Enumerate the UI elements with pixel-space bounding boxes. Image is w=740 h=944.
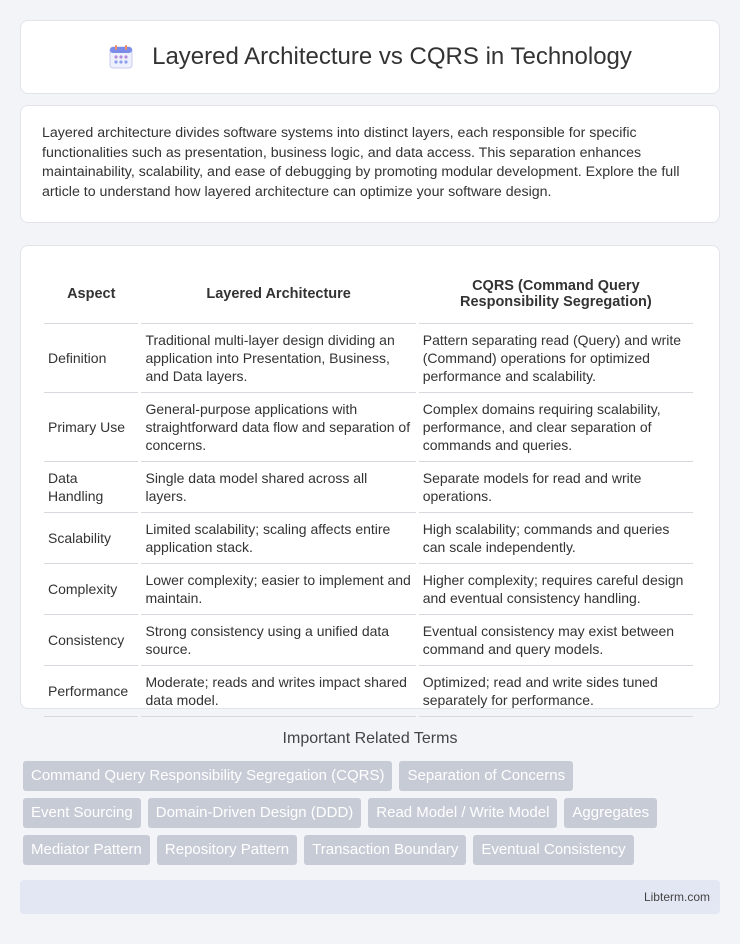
layered-cell: Strong consistency using a unified data source. xyxy=(141,615,415,666)
cqrs-cell: Pattern separating read (Query) and write (Command) operations for optimized performance and scalability. xyxy=(419,324,693,393)
comparison-table xyxy=(41,264,696,717)
related-terms-title: Important Related Terms xyxy=(282,730,458,747)
table-row xyxy=(44,513,693,564)
tag-row xyxy=(23,835,723,865)
tag-event-sourcing[interactable]: Event Sourcing xyxy=(23,798,141,828)
related-terms-list xyxy=(23,761,723,872)
tag-separation-of-concerns[interactable]: Separation of Concerns xyxy=(399,761,573,791)
aspect-cell: Definition xyxy=(44,324,138,393)
aspect-cell: Primary Use xyxy=(44,393,138,462)
tag-row xyxy=(23,798,723,828)
table-row xyxy=(44,324,693,393)
aspect-cell: Scalability xyxy=(44,513,138,564)
layered-cell: Limited scalability; scaling affects entire application stack. xyxy=(141,513,415,564)
footer xyxy=(20,880,720,914)
tag-mediator-pattern[interactable]: Mediator Pattern xyxy=(23,835,150,865)
cqrs-cell: Higher complexity; requires careful design and eventual consistency handling. xyxy=(419,564,693,615)
layered-cell: Traditional multi-layer design dividing an application into Presentation, Business, and Data layers. xyxy=(141,324,415,393)
tag-read-write-model[interactable]: Read Model / Write Model xyxy=(368,798,557,828)
tag-eventual-consistency[interactable]: Eventual Consistency xyxy=(473,835,633,865)
header-aspect: Aspect xyxy=(44,264,138,324)
table-row xyxy=(44,393,693,462)
header-layered: Layered Architecture xyxy=(141,264,415,324)
header-card xyxy=(20,20,720,94)
table-row xyxy=(44,564,693,615)
aspect-cell: Consistency xyxy=(44,615,138,666)
header-cqrs: CQRS (Command Query Responsibility Segregation) xyxy=(419,264,693,324)
page-title: Layered Architecture vs CQRS in Technology xyxy=(152,43,632,70)
footer-site-link[interactable]: Libterm.com xyxy=(643,890,710,904)
tag-transaction-boundary[interactable]: Transaction Boundary xyxy=(304,835,466,865)
title-wrap xyxy=(108,43,632,71)
aspect-cell: Data Handling xyxy=(44,462,138,513)
table-row xyxy=(44,615,693,666)
tag-cqrs[interactable]: Command Query Responsibility Segregation (CQRS) xyxy=(23,761,392,791)
tag-ddd[interactable]: Domain-Driven Design (DDD) xyxy=(148,798,362,828)
table-row xyxy=(44,462,693,513)
comparison-table-card xyxy=(20,245,720,709)
tag-aggregates[interactable]: Aggregates xyxy=(564,798,657,828)
intro-card xyxy=(20,105,720,223)
calendar-grid-icon xyxy=(108,44,134,70)
layered-cell: Lower complexity; easier to implement and maintain. xyxy=(141,564,415,615)
cqrs-cell: High scalability; commands and queries can scale independently. xyxy=(419,513,693,564)
table-row xyxy=(44,666,693,717)
cqrs-cell: Separate models for read and write operations. xyxy=(419,462,693,513)
tag-repository-pattern[interactable]: Repository Pattern xyxy=(157,835,297,865)
cqrs-cell: Optimized; read and write sides tuned separately for performance. xyxy=(419,666,693,717)
intro-text: Layered architecture divides software systems into distinct layers, each responsible for specific functionalities such as presentation, business logic, and data access. This separation enhances maintainability, scalability, and ease of debugging by promoting modular development. Explore the full article to understand how layered architecture can optimize your software design. xyxy=(42,125,680,200)
layered-cell: Single data model shared across all layers. xyxy=(141,462,415,513)
table-header-row xyxy=(44,264,693,324)
cqrs-cell: Complex domains requiring scalability, performance, and clear separation of commands and queries. xyxy=(419,393,693,462)
aspect-cell: Performance xyxy=(44,666,138,717)
layered-cell: General-purpose applications with straightforward data flow and separation of concerns. xyxy=(141,393,415,462)
tag-row xyxy=(23,761,723,791)
cqrs-cell: Eventual consistency may exist between command and query models. xyxy=(419,615,693,666)
layered-cell: Moderate; reads and writes impact shared data model. xyxy=(141,666,415,717)
aspect-cell: Complexity xyxy=(44,564,138,615)
